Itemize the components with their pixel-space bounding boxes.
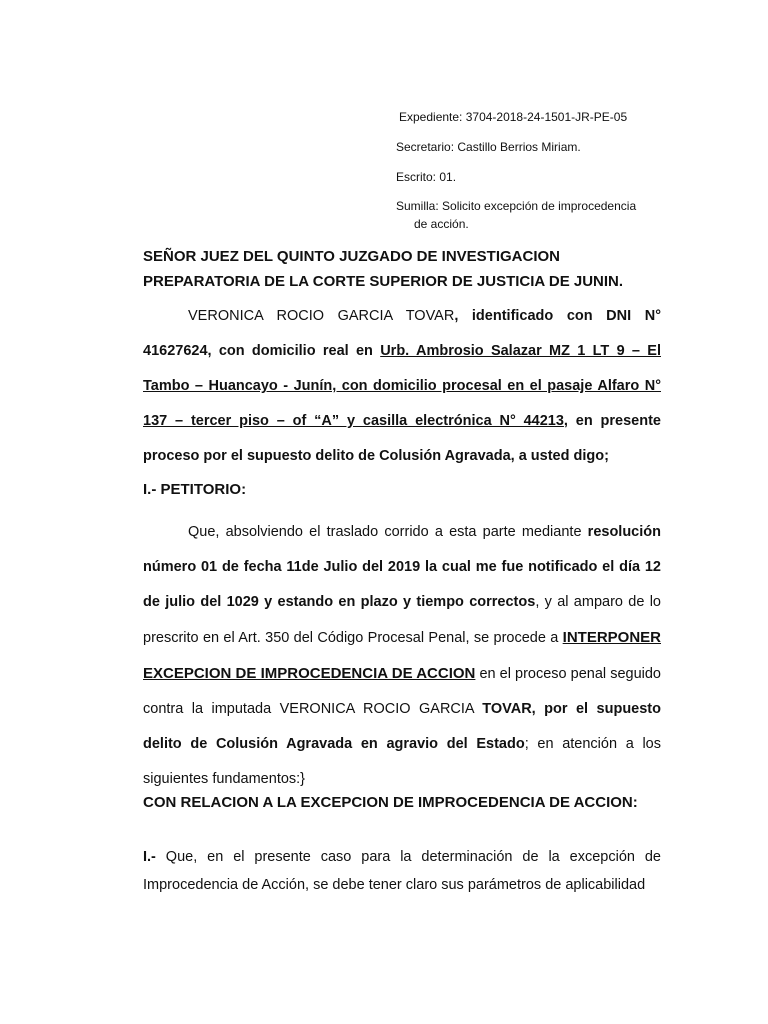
addressee-heading: SEÑOR JUEZ DEL QUINTO JUZGADO DE INVESTIGACION PREPARATORIA DE LA CORTE SUPERIOR DE JUSTICIA DE JUNIN. bbox=[143, 248, 624, 290]
intro-paragraph bbox=[143, 299, 661, 474]
petitorio-f: TOVAR, por el supuesto delito de Colusión Agravada en agravio del Estado bbox=[143, 701, 661, 752]
petitorio-c: , y al amparo de lo prescrito en el Art. 350 del Código Procesal Penal, se procede a bbox=[143, 594, 661, 646]
petitorio-paragraph bbox=[143, 515, 661, 797]
petitorio-e: en el proceso penal seguido contra la imputada VERONICA ROCIO GARCIA bbox=[143, 666, 661, 717]
petitorio-g: ; en atención a los siguientes fundamentos:} bbox=[143, 736, 661, 787]
intro-text-2: , en presente proceso por el supuesto delito de Colusión Agravada, a usted digo; bbox=[143, 413, 661, 464]
intro-text-1: , identificado con DNI N° 41627624, con domicilio real en bbox=[143, 308, 661, 359]
party-name: VERONICA ROCIO GARCIA TOVAR bbox=[188, 308, 455, 324]
fundamento-text: Que, en el presente caso para la determinación de la excepción de Improcedencia de Acción, se debe tener claro sus parámetros de aplicabilidad bbox=[143, 849, 661, 893]
petitorio-d: INTERPONER EXCEPCION DE IMPROCEDENCIA DE ACCION bbox=[143, 629, 661, 682]
section-petitorio-title: I.- PETITORIO: bbox=[143, 481, 247, 498]
sumilla-continuation: de acción. bbox=[414, 217, 469, 231]
expediente: Expediente: 3704-2018-24-1501-JR-PE-05 bbox=[399, 110, 628, 124]
section-relacion-title: CON RELACION A LA EXCEPCION DE IMPROCEDENCIA DE ACCION: bbox=[143, 794, 638, 811]
petitorio-b: resolución número 01 de fecha 11de Julio del 2019 la cual me fue notificado el día 12 de julio del 1029 y estando en plazo y tiempo correctos bbox=[143, 524, 661, 610]
fundamento-number: I.- bbox=[143, 849, 156, 865]
secretario: Secretario: Castillo Berrios Miriam. bbox=[396, 140, 581, 154]
escrito: Escrito: 01. bbox=[396, 170, 457, 184]
address: Urb. Ambrosio Salazar MZ 1 LT 9 – El Tambo – Huancayo - Junín, con domicilio procesal en el pasaje Alfaro N° 137 – tercer piso – of “A” y casilla electrónica N° 44213 bbox=[143, 343, 661, 429]
petitorio-a: Que, absolviendo el traslado corrido a esta parte mediante bbox=[188, 524, 588, 540]
fundamento-1-paragraph bbox=[143, 843, 661, 899]
sumilla: Sumilla: Solicito excepción de improcedencia bbox=[396, 199, 637, 213]
